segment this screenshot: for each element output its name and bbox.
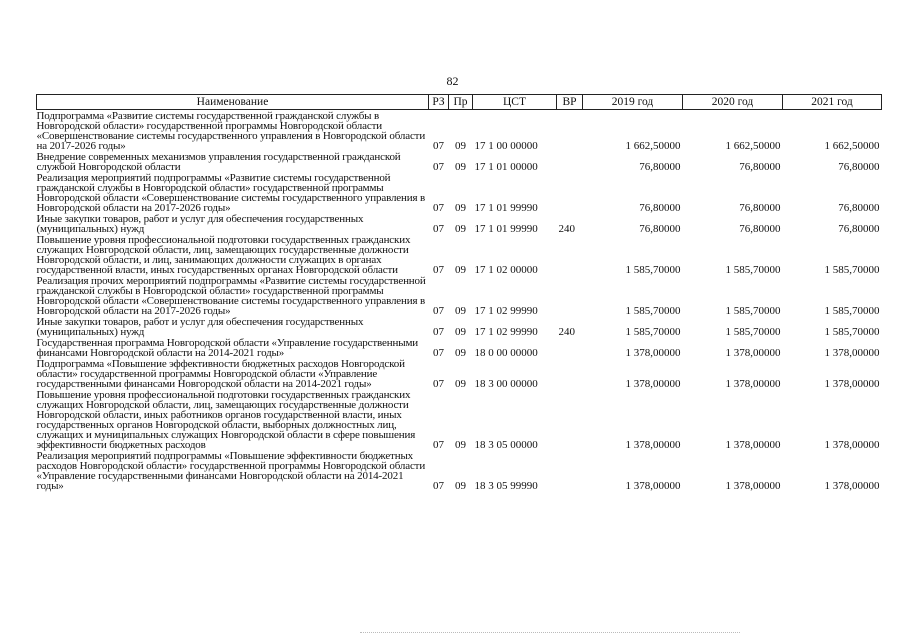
- row-rz: 07: [433, 264, 444, 276]
- row-rz: 07: [433, 439, 444, 451]
- row-pr: 09: [455, 439, 466, 451]
- row-vr: 240: [558, 223, 575, 235]
- table-row: [37, 316, 882, 337]
- row-pr: 09: [455, 161, 466, 173]
- table-row: [37, 337, 882, 358]
- row-pr: 09: [455, 480, 466, 492]
- row-name: Подпрограмма «Повышение эффективности бюджетных расходов Новгородской области» государственной программы Новгородской области «Управление государственными финансами Новгородской области на 2014-2021 годы»: [36, 358, 405, 390]
- header-pr: Пр: [449, 95, 473, 110]
- row-name: Иные закупки товаров, работ и услуг для обеспечения государственных (муниципальных) нужд: [36, 316, 364, 338]
- row-rz: 07: [433, 480, 444, 492]
- row-2019: 1 378,00000: [625, 480, 681, 492]
- table-row: [37, 389, 882, 450]
- row-2020: 1 585,70000: [725, 326, 781, 338]
- row-2021: 1 378,00000: [824, 480, 880, 492]
- row-rz: 07: [433, 223, 444, 235]
- row-cst: 17 1 01 99990: [474, 202, 538, 214]
- row-vr: [557, 151, 583, 172]
- row-name: Реализация прочих мероприятий подпрограммы «Развитие системы государственной гражданской службы в Новгородской области» государственной программы Новгородской области «Совершенствование системы государственного управления в Новгородской области на 2017-2026 годы»: [36, 275, 426, 317]
- header-rz: РЗ: [429, 95, 449, 110]
- row-vr: [557, 389, 583, 450]
- page-number: 82: [446, 74, 459, 88]
- table-row: [37, 213, 882, 234]
- row-pr: 09: [455, 223, 466, 235]
- header-cst: ЦСТ: [473, 95, 557, 110]
- row-2021: 76,80000: [838, 202, 880, 214]
- row-vr: [557, 110, 583, 152]
- row-2020: 1 662,50000: [725, 140, 781, 152]
- row-name: Подпрограмма «Развитие системы государственной гражданской службы в Новгородской области» государственной программы Новгородской области «Совершенствование системы государственного управления в Новгородской области на 2017-2026 годы»: [36, 110, 426, 152]
- header-2021: 2021 год: [783, 95, 882, 110]
- row-2019: 1 378,00000: [625, 347, 681, 359]
- row-2019: 1 585,70000: [625, 305, 681, 317]
- row-cst: 18 3 05 99990: [474, 480, 538, 492]
- header-2019: 2019 год: [583, 95, 683, 110]
- budget-table: [36, 94, 882, 491]
- row-cst: 17 1 02 00000: [474, 264, 538, 276]
- row-rz: 07: [433, 140, 444, 152]
- row-2021: 1 585,70000: [824, 326, 880, 338]
- row-vr: [557, 172, 583, 213]
- row-2021: 1 662,50000: [824, 140, 880, 152]
- row-2021: 76,80000: [838, 161, 880, 173]
- row-pr: 09: [455, 202, 466, 214]
- row-vr: [557, 275, 583, 316]
- row-vr: 240: [558, 326, 575, 338]
- row-vr: [557, 234, 583, 275]
- page-footer-rule: [360, 632, 740, 635]
- row-name: Повышение уровня профессиональной подготовки государственных гражданских служащих Новгородской области, лиц, замещающих государственные должности Новгородской области, и лиц, занимающих должности служащих в органах государственной власти, иных государственных органах Новгородской области: [36, 234, 411, 276]
- row-pr: 09: [455, 264, 466, 276]
- row-2020: 76,80000: [739, 202, 781, 214]
- row-2021: 1 378,00000: [824, 439, 880, 451]
- row-rz: 07: [433, 378, 444, 390]
- table-row: [37, 110, 882, 152]
- row-2021: 76,80000: [838, 223, 880, 235]
- row-2019: 76,80000: [639, 202, 681, 214]
- row-pr: 09: [455, 305, 466, 317]
- row-name: Иные закупки товаров, работ и услуг для обеспечения государственных (муниципальных) нужд: [36, 213, 364, 235]
- row-pr: 09: [455, 378, 466, 390]
- table-row: [37, 275, 882, 316]
- row-name: Реализация мероприятий подпрограммы «Повышение эффективности бюджетных расходов Новгородской области» государственной программы Новгородской области «Управление государственными финансами Новгородской области на 2014-2021 годы»: [36, 450, 426, 492]
- row-2021: 1 585,70000: [824, 264, 880, 276]
- table-row: [37, 358, 882, 389]
- row-2021: 1 585,70000: [824, 305, 880, 317]
- row-cst: 17 1 01 99990: [474, 223, 538, 235]
- row-cst: 17 1 01 00000: [474, 161, 538, 173]
- row-name: Внедрение современных механизмов управления государственной гражданской службой Новгородской области: [36, 151, 401, 173]
- row-2020: 76,80000: [739, 223, 781, 235]
- row-vr: [557, 450, 583, 491]
- table-row: [37, 450, 882, 491]
- row-2020: 1 378,00000: [725, 378, 781, 390]
- row-2020: 1 378,00000: [725, 439, 781, 451]
- row-pr: 09: [455, 347, 466, 359]
- header-row: [37, 95, 882, 110]
- row-2020: 1 585,70000: [725, 305, 781, 317]
- row-cst: 18 3 00 00000: [474, 378, 538, 390]
- row-cst: 18 3 05 00000: [474, 439, 538, 451]
- row-pr: 09: [455, 326, 466, 338]
- row-2019: 76,80000: [639, 161, 681, 173]
- row-pr: 09: [455, 140, 466, 152]
- row-cst: 18 0 00 00000: [474, 347, 538, 359]
- row-2020: 1 378,00000: [725, 347, 781, 359]
- row-2019: 76,80000: [639, 223, 681, 235]
- row-2019: 1 378,00000: [625, 378, 681, 390]
- row-2019: 1 378,00000: [625, 439, 681, 451]
- row-vr: [557, 337, 583, 358]
- header-vr: ВР: [557, 95, 583, 110]
- row-2019: 1 585,70000: [625, 264, 681, 276]
- row-2020: 1 378,00000: [725, 480, 781, 492]
- row-name: Государственная программа Новгородской области «Управление государственными финансами Новгородской области на 2014-2021 годы»: [36, 337, 419, 359]
- row-cst: 17 1 02 99990: [474, 305, 538, 317]
- row-2020: 1 585,70000: [725, 264, 781, 276]
- row-cst: 17 1 00 00000: [474, 140, 538, 152]
- table-row: [37, 151, 882, 172]
- header-name: Наименование: [37, 95, 429, 110]
- row-2020: 76,80000: [739, 161, 781, 173]
- row-name: Реализация мероприятий подпрограммы «Развитие системы государственной гражданской службы в Новгородской области» государственной программы Новгородской области «Совершенствование системы государственного управления в Новгородской области на 2017-2026 годы»: [36, 172, 426, 214]
- row-rz: 07: [433, 202, 444, 214]
- row-2019: 1 662,50000: [625, 140, 681, 152]
- table-row: [37, 172, 882, 213]
- row-2021: 1 378,00000: [824, 347, 880, 359]
- row-rz: 07: [433, 161, 444, 173]
- row-rz: 07: [433, 305, 444, 317]
- row-rz: 07: [433, 326, 444, 338]
- header-2020: 2020 год: [683, 95, 783, 110]
- row-vr: [557, 358, 583, 389]
- row-rz: 07: [433, 347, 444, 359]
- row-2021: 1 378,00000: [824, 378, 880, 390]
- table-row: [37, 234, 882, 275]
- row-name: Повышение уровня профессиональной подготовки государственных гражданских служащих Новгородской области, лиц, замещающих государственные должности Новгородской области, иных работников органов государственной власти, иных государственных органов Новгородской области, выборных должностных лиц, служащих и муниципальных служащих Новгородской области в сфере повышения эффективности бюджетных расходов: [36, 389, 416, 451]
- row-2019: 1 585,70000: [625, 326, 681, 338]
- row-cst: 17 1 02 99990: [474, 326, 538, 338]
